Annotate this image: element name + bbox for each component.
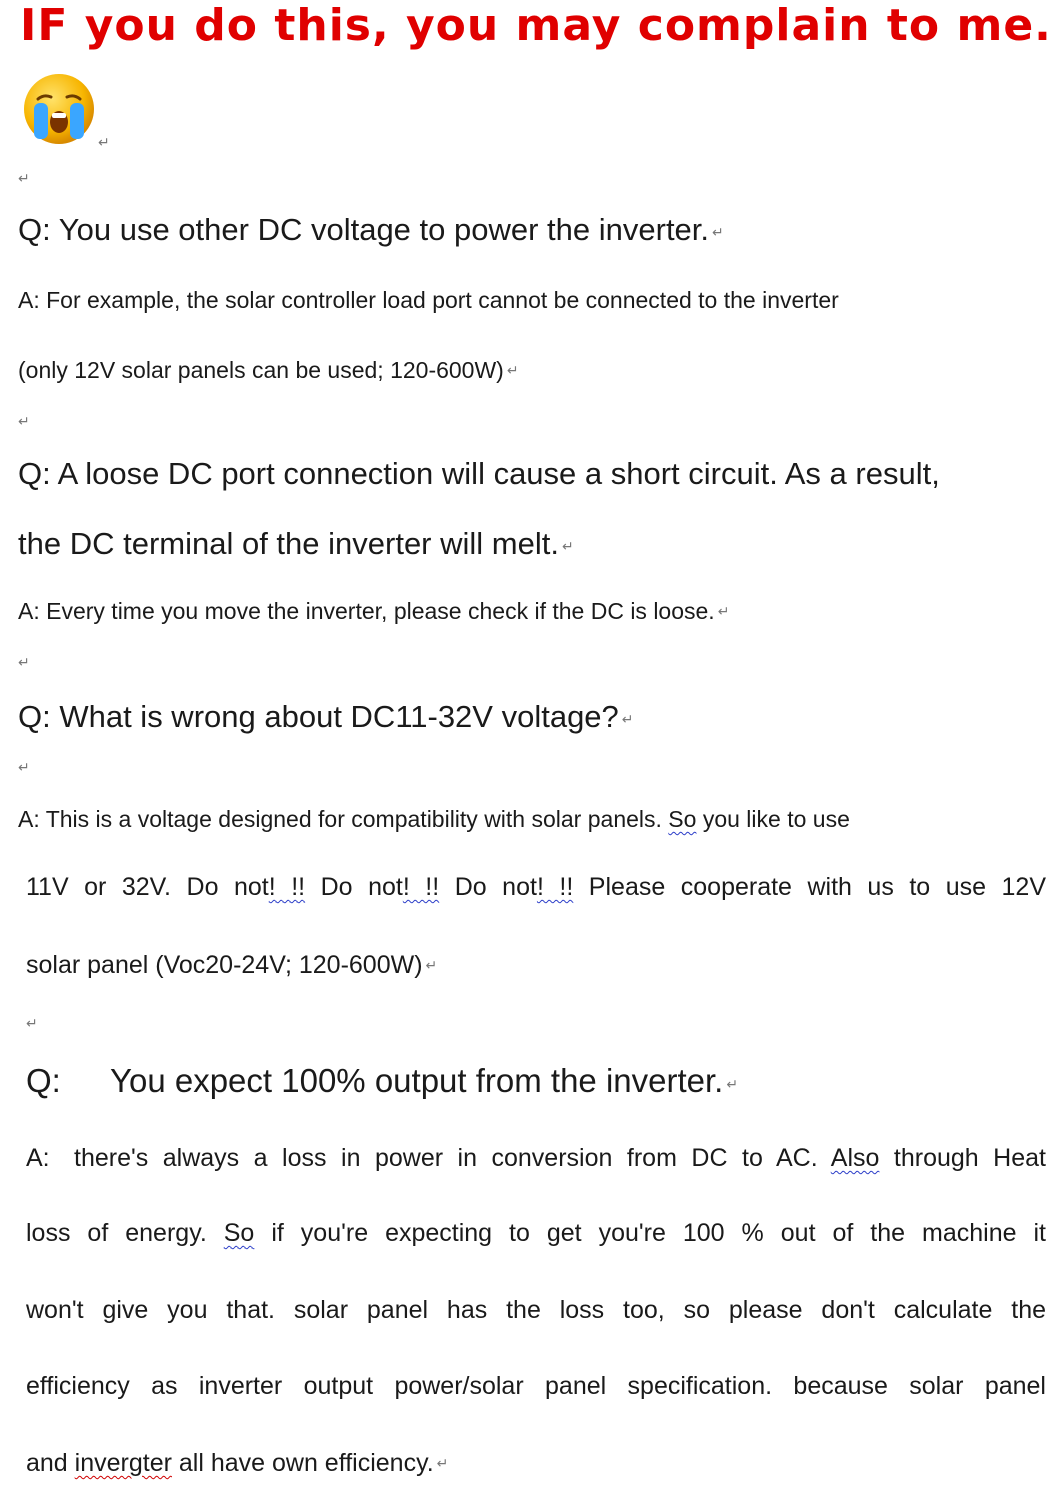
return-mark: ↵ (425, 957, 438, 973)
answer-3-line-2-part: 11V or 32V. Do not (26, 873, 269, 901)
return-mark: ↵ (621, 711, 634, 727)
grammar-mark-so: So (223, 1219, 255, 1247)
return-mark: ↵ (18, 654, 30, 670)
question-4-label: Q: (26, 1062, 61, 1099)
answer-1-line-2-text: (only 12V solar panels can be used; 120-600W) (18, 357, 504, 383)
answer-4-line-5-end: all have own efficiency. (171, 1449, 434, 1477)
crying-face-icon (22, 72, 96, 146)
question-4-text: You expect 100% output from the inverter. (110, 1062, 724, 1099)
return-mark: ↵ (18, 413, 30, 429)
answer-3-line-2 (26, 873, 1046, 902)
return-mark: ↵ (506, 362, 519, 378)
answer-3-line-1 (18, 806, 850, 833)
answer-3-line-3-text: solar panel (Voc20-24V; 120-600W) (26, 951, 423, 979)
answer-2 (18, 598, 729, 625)
return-mark: ↵ (18, 759, 30, 775)
return-mark: ↵ (18, 170, 30, 186)
question-1-text: Q: You use other DC voltage to power the inverter. (18, 212, 710, 247)
answer-3-line-3 (26, 951, 437, 980)
page-title: IF you do this, you may complain to me. (20, 0, 1052, 51)
answer-4-line-4: efficiency as inverter output power/solar panel specification. because solar panel (26, 1372, 1046, 1400)
answer-4-line-5 (26, 1449, 448, 1478)
question-2-line-2-text: the DC terminal of the inverter will melt. (18, 526, 559, 561)
question-3 (18, 699, 634, 735)
answer-4-line-5-text: and (26, 1449, 75, 1477)
answer-4-line-1-text: there's always a loss in power in conversion from DC to AC. (74, 1144, 831, 1172)
answer-3-line-2-part: Do not (305, 873, 403, 901)
grammar-mark-also: Also (830, 1144, 880, 1172)
answer-4-line-2-text: loss of energy. (26, 1219, 224, 1247)
return-mark: ↵ (98, 134, 110, 150)
answer-3-line-1-end: you like to use (696, 806, 850, 832)
answer-2-text: A: Every time you move the inverter, please check if the DC is loose. (18, 598, 715, 624)
grammar-mark-so: So (668, 806, 697, 832)
answer-3-line-2-part: Please cooperate with us to use 12V (573, 873, 1046, 901)
return-mark: ↵ (26, 1015, 38, 1031)
return-mark: ↵ (436, 1455, 449, 1471)
return-mark: ↵ (726, 1076, 739, 1092)
answer-1-line-2 (18, 357, 519, 384)
return-mark: ↵ (712, 224, 724, 240)
answer-4-line-2 (26, 1219, 1046, 1248)
answer-4-line-1-end: through Heat (879, 1144, 1046, 1172)
question-1 (18, 212, 724, 248)
question-2-line-1: Q: A loose DC port connection will cause a short circuit. As a result, (18, 456, 940, 491)
question-2-line-2 (18, 526, 574, 562)
answer-4-line-2-end: if you're expecting to get you're 100 % out of the machine it (254, 1219, 1046, 1247)
answer-4-label: A: (26, 1144, 50, 1172)
grammar-mark: ! !! (402, 873, 440, 901)
grammar-mark: ! !! (536, 873, 574, 901)
answer-3-line-1-text: A: This is a voltage designed for compatibility with solar panels. (18, 806, 669, 832)
question-4 (26, 1062, 738, 1100)
return-mark: ↵ (717, 603, 730, 619)
grammar-mark: ! !! (268, 873, 306, 901)
answer-4-line-1 (26, 1144, 1046, 1173)
answer-4-line-3: won't give you that. solar panel has the loss too, so please don't calculate the (26, 1296, 1046, 1324)
answer-1-line-1: A: For example, the solar controller load port cannot be connected to the inverter (18, 287, 839, 313)
answer-3-line-2-part: Do not (439, 873, 537, 901)
return-mark: ↵ (561, 538, 574, 554)
spelling-mark: invergter (74, 1449, 172, 1477)
question-3-text: Q: What is wrong about DC11-32V voltage? (18, 699, 619, 734)
